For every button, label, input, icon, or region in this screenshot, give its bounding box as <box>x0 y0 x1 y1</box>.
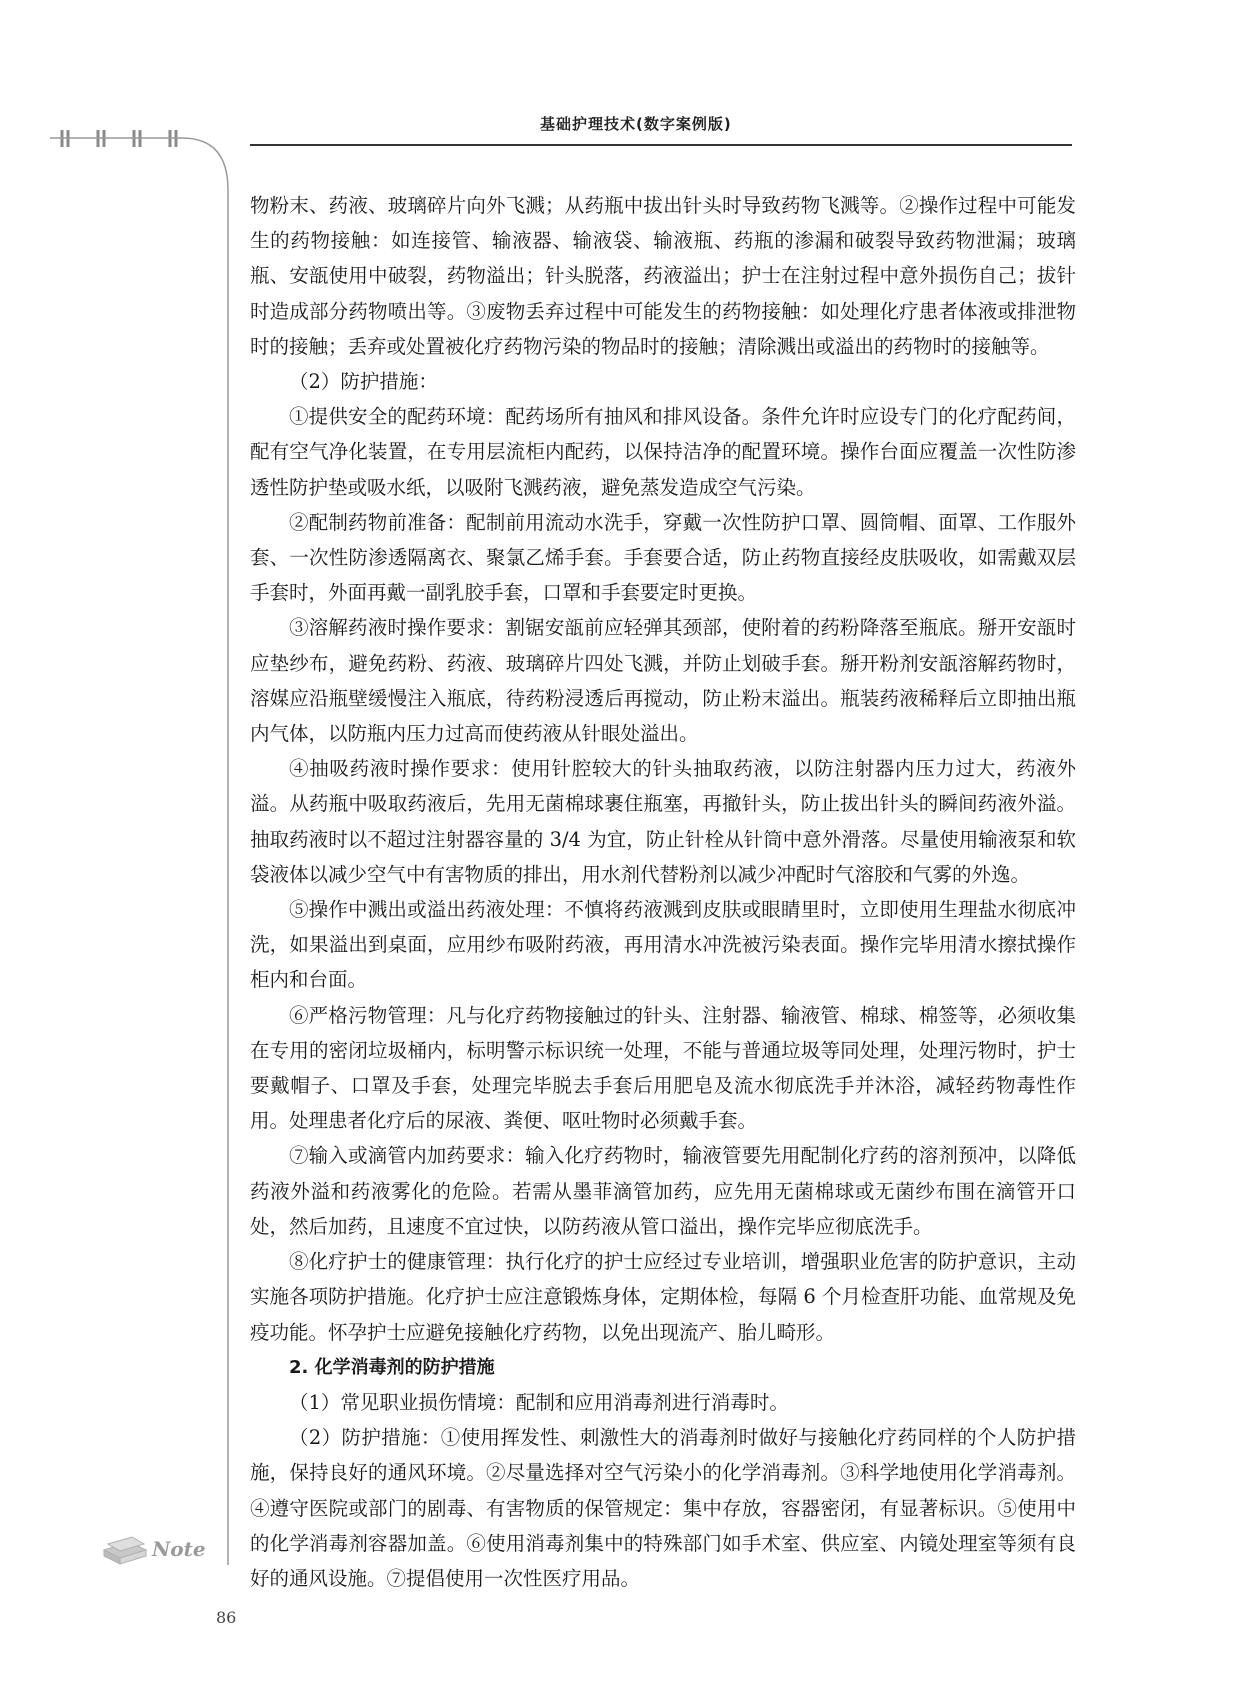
paragraph: ⑦输入或滴管内加药要求：输入化疗药物时，输液管要先用配制化疗药的溶剂预冲，以降低药液外溢和药液雾化的危险。若需从墨菲滴管加药，应先用无菌棉球或无菌纱布围在滴管开口处，然后加药，且速度不宜过快，以防药液从管口溢出，操作完毕应彻底洗手。 <box>250 1144 1076 1238</box>
paragraph: ⑥严格污物管理：凡与化疗药物接触过的针头、注射器、输液管、棉球、棉签等，必须收集在专用的密闭垃圾桶内，标明警示标识统一处理，不能与普通垃圾等同处理，处理污物时，护士要戴帽子、口罩及手套，处理完毕脱去手套后用肥皂及流水彻底洗手并沐浴，减轻药物毒性作用。处理患者化疗后的尿液、粪便、呕吐物时必须戴手套。 <box>250 1003 1076 1133</box>
page-number: 86 <box>216 1608 237 1627</box>
margin-curve-line <box>50 138 228 1565</box>
paragraph: （2）防护措施： <box>289 370 438 394</box>
paragraph: （1）常见职业损伤情境：配制和应用消毒剂进行消毒时。 <box>289 1390 789 1414</box>
paragraph: ③溶解药液时操作要求：割锯安瓿前应轻弹其颈部，使附着的药粉降落至瓶底。掰开安瓿时应垫纱布，避免药粉、药液、玻璃碎片四处飞溅，并防止划破手套。掰开粉剂安瓿溶解药物时，溶媒应沿瓶壁缓慢注入瓶底，待药粉浸透后再搅动，防止粉末溢出。瓶装药液稀释后立即抽出瓶内气体，以防瓶内压力过高而使药液从针眼处溢出。 <box>250 616 1076 746</box>
note-logo-icon <box>100 1520 210 1570</box>
paragraph: ①提供安全的配药环境：配药场所有抽风和排风设备。条件允许时应设专门的化疗配药间，配有空气净化装置，在专用层流柜内配药，以保持洁净的配置环境。操作台面应覆盖一次性防渗透性防护垫或吸水纸，以吸附飞溅药液，避免蒸发造成空气污染。 <box>250 405 1076 499</box>
paragraph: ⑧化疗护士的健康管理：执行化疗的护士应经过专业培训，增强职业危害的防护意识，主动实施各项防护措施。化疗护士应注意锻炼身体，定期体检，每隔 6 个月检查肝功能、血常规及免疫功能。怀孕护士应避免接触化疗药物，以免出现流产、胎儿畸形。 <box>250 1250 1076 1344</box>
paragraph: ②配制药物前准备：配制前用流动水洗手，穿戴一次性防护口罩、圆筒帽、面罩、工作服外套、一次性防渗透隔离衣、聚氯乙烯手套。手套要合适，防止药物直接经皮肤吸收，如需戴双层手套时，外面再戴一副乳胶手套，口罩和手套要定时更换。 <box>250 510 1076 605</box>
running-header-title: 基础护理技术(数字案例版) <box>540 115 732 133</box>
paragraph: ④抽吸药液时操作要求：使用针腔较大的针头抽取药液，以防注射器内压力过大，药液外溢。从药瓶中吸取药液后，先用无菌棉球裹住瓶塞，再撤针头，防止拔出针头的瞬间药液外溢。抽取药液时以不超过注射器容量的 3/4 为宜，防止针栓从针筒中意外滑落。尽量使用输液泵和软袋液体以减少空气中有害物质的排出，用水剂代替粉剂以减少冲配时气溶胶和气雾的外逸。 <box>250 757 1076 886</box>
note-label: Note <box>152 1537 206 1561</box>
paragraph: （2）防护措施：①使用挥发性、刺激性大的消毒剂时做好与接触化疗药同样的个人防护措施，保持良好的通风环境。②尽量选择对空气污染小的化学消毒剂。③科学地使用化学消毒剂。④遵守医院或部门的剧毒、有害物质的保管规定：集中存放，容器密闭，有显著标识。⑤使用中的化学消毒剂容器加盖。⑥使用消毒剂集中的特殊部门如手术室、供应室、内镜处理室等须有良好的通风设施。⑦提倡使用一次性医疗用品。 <box>250 1426 1076 1590</box>
paragraph: 物粉末、药液、玻璃碎片向外飞溅；从药瓶中拔出针头时导致药物飞溅等。②操作过程中可能发生的药物接触：如连接管、输液器、输液袋、输液瓶、药瓶的渗漏和破裂导致药物泄漏；玻璃瓶、安瓿使用中破裂，药物溢出；针头脱落，药液溢出；护士在注射过程中意外损伤自己；拔针时造成部分药物喷出等。③废物丢弃过程中可能发生的药物接触：如处理化疗患者体液或排泄物时的接触；丢弃或处置被化疗药物污染的物品时的接触；清除溅出或溢出的药物时的接触等。 <box>250 194 1076 358</box>
section-heading: 2. 化学消毒剂的防护措施 <box>289 1356 495 1378</box>
body-text <box>250 188 1076 1596</box>
paragraph: ⑤操作中溅出或溢出药液处理：不慎将药液溅到皮肤或眼睛里时，立即使用生理盐水彻底冲洗，如果溢出到桌面，应用纱布吸附药液，再用清水冲洗被污染表面。操作完毕用清水擦拭操作柜内和台面。 <box>250 898 1076 992</box>
